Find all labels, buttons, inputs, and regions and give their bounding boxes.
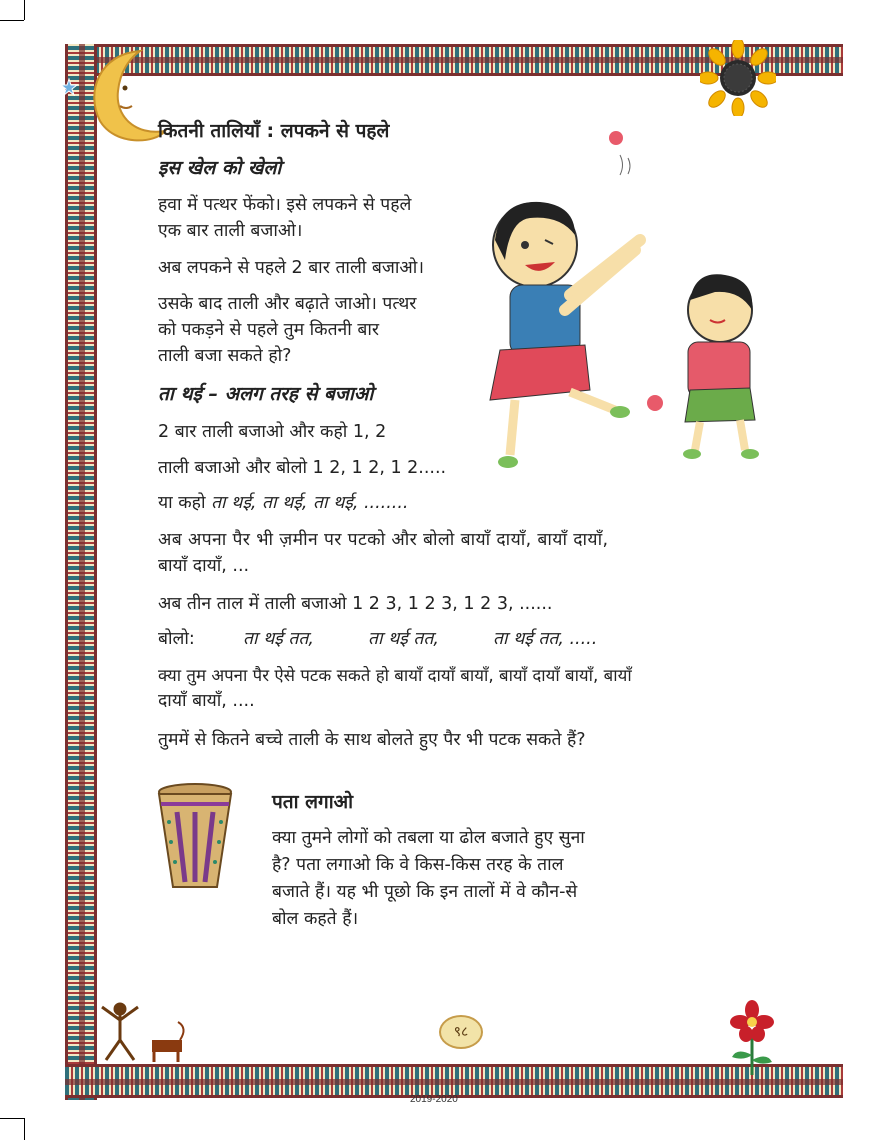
- paragraph-line: [158, 627, 778, 651]
- page-number: ९८: [439, 1015, 483, 1049]
- subheading-play: इस खेल को खेलो: [158, 157, 282, 179]
- children-playing-illustration: [470, 120, 770, 480]
- box-line: बोल कहते हैं।: [272, 909, 359, 929]
- sunflower-icon: [700, 40, 776, 116]
- paragraph-line: दायाँ बायाँ, ....: [158, 691, 255, 711]
- star-icon: [60, 78, 78, 96]
- moon-icon: [80, 46, 170, 146]
- flower-icon: [722, 1000, 782, 1080]
- paragraph-line: को पकड़ने से पहले तुम कितनी बार: [158, 320, 380, 340]
- paragraph-line: 2 बार ताली बजाओ और कहो 1, 2: [158, 422, 387, 442]
- box-title: पता लगाओ: [272, 791, 354, 813]
- taal-phrase: ता थई तत,: [368, 629, 439, 649]
- crop-mark: [0, 20, 24, 21]
- subheading-ta-thai: ता थई – अलग तरह से बजाओ: [158, 383, 374, 405]
- crop-mark: [0, 1118, 24, 1119]
- paragraph-line: तुममें से कितने बच्चे ताली के साथ बोलते हुए पैर भी पटक सकते हैं?: [158, 730, 586, 750]
- crop-mark: [24, 0, 25, 20]
- paragraph-line: ताली बजा सकते हो?: [158, 346, 292, 366]
- box-line: है? पता लगाओ कि वे किस-किस तरह के ताल: [272, 855, 564, 875]
- paragraph-line: बायाँ दायाँ, ...: [158, 556, 250, 576]
- box-line: बजाते हैं। यह भी पूछो कि इन तालों में वे कौन-से: [272, 882, 578, 902]
- paragraph-line: क्या तुम अपना पैर ऐसे पटक सकते हो बायाँ दायाँ बायाँ, बायाँ दायाँ बायाँ, बायाँ: [158, 665, 632, 685]
- line-italic: ता थई, ता थई, ता थई, ........: [211, 493, 409, 513]
- paragraph-line: अब लपकने से पहले 2 बार ताली बजाओ।: [158, 258, 424, 278]
- paragraph-line: अब अपना पैर भी ज़मीन पर पटको और बोलो बायाँ दायाँ, बायाँ दायाँ,: [158, 530, 609, 550]
- section-title: कितनी तालियाँ : लपकने से पहले: [158, 120, 390, 142]
- paragraph-line: ताली बजाओ और बोलो 1 2, 1 2, 1 2.....: [158, 458, 447, 478]
- tribal-figure-icon: [92, 995, 197, 1067]
- bolo-label: बोलो:: [158, 629, 195, 649]
- paragraph-line: अब तीन ताल में ताली बजाओ 1 2 3, 1 2 3, 1 2 3, ......: [158, 594, 553, 614]
- paragraph-line: उसके बाद ताली और बढ़ाते जाओ। पत्थर: [158, 294, 417, 314]
- footer-year: 2019-2020: [410, 1094, 458, 1105]
- paragraph-line: [158, 491, 409, 515]
- paragraph-line: हवा में पत्थर फेंको। इसे लपकने से पहले: [158, 195, 412, 215]
- page-border-left: [65, 44, 97, 1100]
- line-prefix: या कहो: [158, 493, 212, 513]
- paragraph-line: एक बार ताली बजाओ।: [158, 221, 303, 241]
- taal-phrase: ता थई तत, .....: [493, 629, 598, 649]
- drum-icon: [155, 782, 235, 892]
- taal-phrase: ता थई तत,: [243, 629, 314, 649]
- crop-mark: [24, 1118, 25, 1140]
- box-line: क्या तुमने लोगों को तबला या ढोल बजाते हुए सुना: [272, 828, 585, 848]
